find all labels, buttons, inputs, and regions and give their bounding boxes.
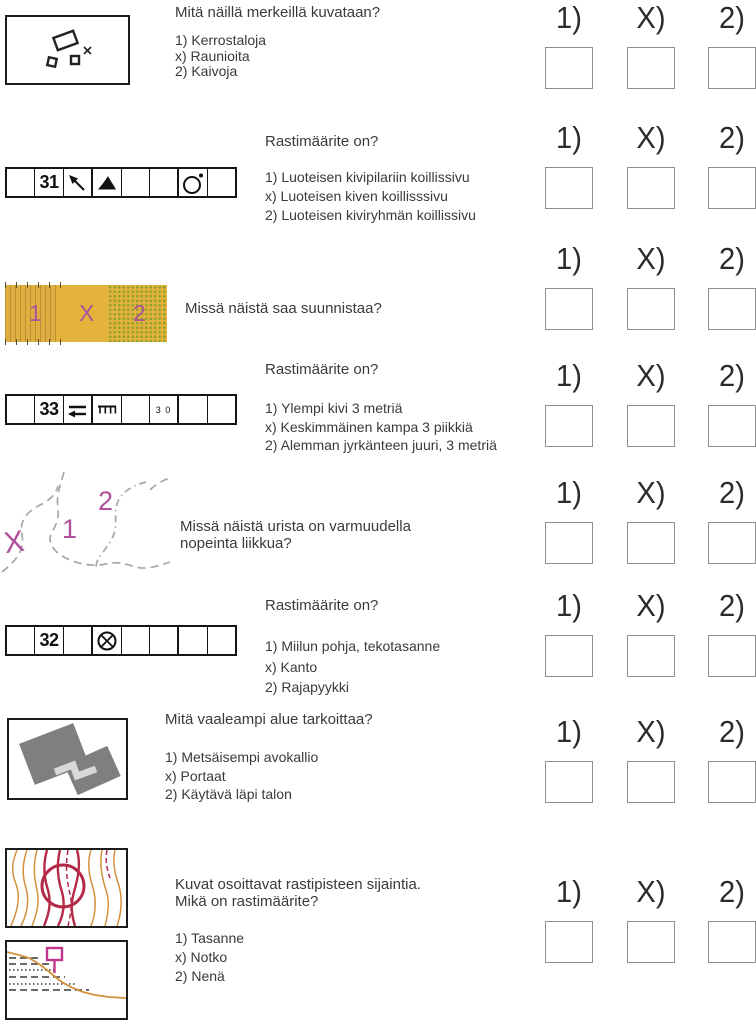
answer-header-x: X): [636, 0, 666, 35]
answer-set-q8: [535, 876, 756, 968]
circle-cross-icon: [95, 629, 119, 653]
trail-label-1: 1: [62, 514, 78, 544]
strip-label-2: 2: [133, 300, 146, 326]
card-cell-which: [63, 396, 91, 423]
strip-label-x: X: [79, 300, 95, 326]
card-cell-empty: [121, 396, 149, 423]
slope-line: [7, 952, 126, 998]
figure-ruins-box: [5, 15, 130, 85]
index-contour: [44, 850, 50, 926]
answer-header-1: 1): [556, 588, 582, 623]
answer-header-1: 1): [556, 358, 582, 393]
answer-box-2[interactable]: [708, 761, 756, 803]
answer-box-2[interactable]: [708, 288, 756, 330]
dashed-contour: [106, 850, 110, 878]
figure-contour-box: [5, 848, 128, 928]
control-code: 32: [39, 630, 59, 650]
answer-header-1: 1): [556, 241, 582, 276]
option-text: 1) Tasanne: [175, 930, 245, 946]
contour-line: [11, 850, 18, 926]
title-line: Kuvat osoittavat rastipisteen sijaintia.: [175, 876, 421, 893]
boulder-icon: [95, 171, 119, 195]
index-contour: [58, 850, 64, 926]
card-cell-empty: [177, 396, 206, 423]
option-text: 1) Ylempi kivi 3 metriä: [265, 400, 403, 416]
question-title: [180, 518, 411, 552]
x-mark-icon: [84, 47, 91, 54]
answer-set-q2: [535, 122, 756, 214]
card-cell-empty: [7, 169, 34, 196]
option-text: x) Notko: [175, 949, 228, 965]
answer-box-2[interactable]: [708, 921, 756, 963]
answer-box-1[interactable]: [545, 405, 593, 447]
contour-line: [114, 850, 121, 926]
question-title: Mitä näillä merkeillä kuvataan?: [175, 4, 381, 21]
control-code: 31: [39, 172, 59, 192]
option-text: 1) Luoteisen kivipilariin koillissivu: [265, 169, 470, 185]
answer-box-x[interactable]: [627, 921, 675, 963]
question-options: [165, 748, 318, 804]
answer-box-2[interactable]: [708, 405, 756, 447]
small-ruin-icon: [71, 56, 79, 64]
control-card-32: [5, 625, 237, 656]
card-cell-empty: [121, 627, 149, 654]
control-code: 33: [39, 399, 59, 419]
card-cell-dimension: [149, 396, 177, 423]
figure-terrain-strip: [5, 285, 167, 342]
ruin-outline-icon: [53, 31, 77, 50]
question-title: Missä näistä saa suunnistaa?: [185, 300, 382, 317]
card-cell-code: [34, 396, 62, 423]
card-cell-empty: [7, 627, 34, 654]
option-text: 1) Kerrostaloja: [175, 32, 267, 48]
figure-buildings-box: [7, 718, 128, 800]
card-cell-position: [177, 169, 206, 196]
answer-set-q1: [535, 2, 756, 94]
answer-header-1: 1): [556, 714, 582, 749]
answer-box-2[interactable]: [708, 167, 756, 209]
option-text: 2) Alemman jyrkänteen juuri, 3 metriä: [265, 437, 497, 453]
answer-box-x[interactable]: [627, 47, 675, 89]
title-line: Mikä on rastimäärite?: [175, 893, 319, 910]
question-title: [175, 876, 421, 910]
northwest-arrow-icon: [65, 171, 89, 195]
answer-box-2[interactable]: [708, 47, 756, 89]
answer-box-x[interactable]: [627, 522, 675, 564]
question-title: Rastimäärite on?: [265, 597, 379, 614]
trail-label-2: 2: [98, 486, 114, 516]
answer-header-x: X): [636, 120, 666, 155]
answer-box-x[interactable]: [627, 167, 675, 209]
option-text: 2) Nenä: [175, 968, 225, 984]
answer-set-q5: [535, 477, 756, 569]
answer-header-x: X): [636, 588, 666, 623]
answer-header-2: 2): [719, 475, 745, 510]
card-cell-code: [34, 169, 62, 196]
card-cell-empty: [121, 169, 149, 196]
contour-line: [89, 850, 95, 926]
option-text: 2) Rajapyykki: [265, 679, 350, 695]
answer-box-x[interactable]: [627, 405, 675, 447]
trails-map: [0, 468, 172, 582]
ruins-map-symbols: [7, 17, 128, 83]
answer-header-1: 1): [556, 120, 582, 155]
card-cell-feature: [91, 396, 120, 423]
control-card-33: [5, 394, 237, 425]
option-text: x) Portaat: [165, 767, 226, 784]
question-title: Rastimäärite on?: [265, 133, 379, 150]
question-options: [265, 168, 476, 225]
answer-box-1[interactable]: [545, 921, 593, 963]
answer-box-1[interactable]: [545, 288, 593, 330]
answer-box-x[interactable]: [627, 761, 675, 803]
answer-header-x: X): [636, 714, 666, 749]
contour-line: [101, 850, 108, 926]
option-text: x) Luoteisen kiven koillisssivu: [265, 188, 448, 204]
option-text: x) Raunioita: [175, 47, 250, 64]
answer-set-q3: [535, 243, 756, 335]
answer-header-x: X): [636, 475, 666, 510]
question-options: [175, 33, 266, 80]
circle-with-dot-icon: [181, 171, 205, 195]
answer-header-2: 2): [719, 358, 745, 393]
card-cell-empty: [63, 627, 91, 654]
answer-header-x: X): [636, 358, 666, 393]
answer-header-2: 2): [719, 874, 745, 909]
answer-header-2: 2): [719, 588, 745, 623]
buildings-map: [9, 720, 126, 798]
card-cell-empty: [177, 627, 206, 654]
answer-box-1[interactable]: [545, 522, 593, 564]
terrain-profile: [7, 942, 126, 1018]
option-text: 1) Miilun pohja, tekotasanne: [265, 638, 441, 654]
control-card-31: [5, 167, 237, 198]
answer-box-1[interactable]: [545, 167, 593, 209]
option-text: x) Keskimmäinen kampa 3 piikkiä: [265, 418, 473, 435]
answer-box-x[interactable]: [627, 288, 675, 330]
dimension-value: 3 0: [155, 404, 172, 415]
dashed-contour: [67, 850, 72, 926]
answer-header-x: X): [636, 874, 666, 909]
contour-line: [32, 850, 38, 926]
card-cell-empty: [207, 396, 235, 423]
answer-header-1: 1): [556, 0, 582, 35]
question-options: [175, 929, 244, 986]
strip-label-1: 1: [29, 300, 42, 326]
option-text: 2) Luoteisen kiviryhmän koillissivu: [265, 207, 476, 223]
between-lines-icon: [65, 398, 89, 422]
card-cell-empty: [207, 627, 235, 654]
question-title: Mitä vaaleampi alue tarkoittaa?: [165, 711, 373, 728]
answer-box-2[interactable]: [708, 522, 756, 564]
card-cell-code: [34, 627, 62, 654]
answer-set-q4: [535, 360, 756, 452]
option-text: 1) Metsäisempi avokallio: [165, 749, 319, 765]
answer-box-2[interactable]: [708, 635, 756, 677]
trail-path-corner: [150, 478, 170, 490]
index-contour: [72, 850, 79, 926]
contour-line: [21, 850, 28, 926]
question-options: [265, 399, 497, 455]
answer-header-x: X): [636, 241, 666, 276]
answer-set-q6: [535, 590, 756, 682]
answer-header-1: 1): [556, 475, 582, 510]
answer-box-1[interactable]: [545, 761, 593, 803]
answer-header-1: 1): [556, 874, 582, 909]
card-cell-empty: [7, 396, 34, 423]
cliff-icon: [95, 398, 119, 422]
question-options: [265, 636, 440, 698]
card-cell-feature: [91, 169, 120, 196]
answer-header-2: 2): [719, 0, 745, 35]
card-cell-feature: [91, 627, 120, 654]
contour-map: [7, 850, 126, 926]
question-title: Rastimäärite on?: [265, 361, 379, 378]
option-text: x) Kanto: [265, 658, 318, 675]
title-line: Missä näistä urista on varmuudella: [180, 518, 411, 535]
title-line: nopeinta liikkua?: [180, 535, 292, 552]
answer-set-q7: [535, 716, 756, 808]
answer-header-2: 2): [719, 120, 745, 155]
card-cell-empty: [149, 169, 177, 196]
answer-box-1[interactable]: [545, 635, 593, 677]
card-cell-direction: [63, 169, 91, 196]
figure-profile-box: [5, 940, 128, 1020]
card-cell-empty: [207, 169, 235, 196]
option-text: 2) Käytävä läpi talon: [165, 786, 292, 802]
answer-header-2: 2): [719, 241, 745, 276]
card-cell-empty: [149, 627, 177, 654]
answer-box-1[interactable]: [545, 47, 593, 89]
small-ruin-icon: [47, 57, 56, 66]
answer-box-x[interactable]: [627, 635, 675, 677]
trail-label-x: X: [1, 524, 27, 561]
answer-header-2: 2): [719, 714, 745, 749]
option-text: 2) Kaivoja: [175, 63, 238, 79]
